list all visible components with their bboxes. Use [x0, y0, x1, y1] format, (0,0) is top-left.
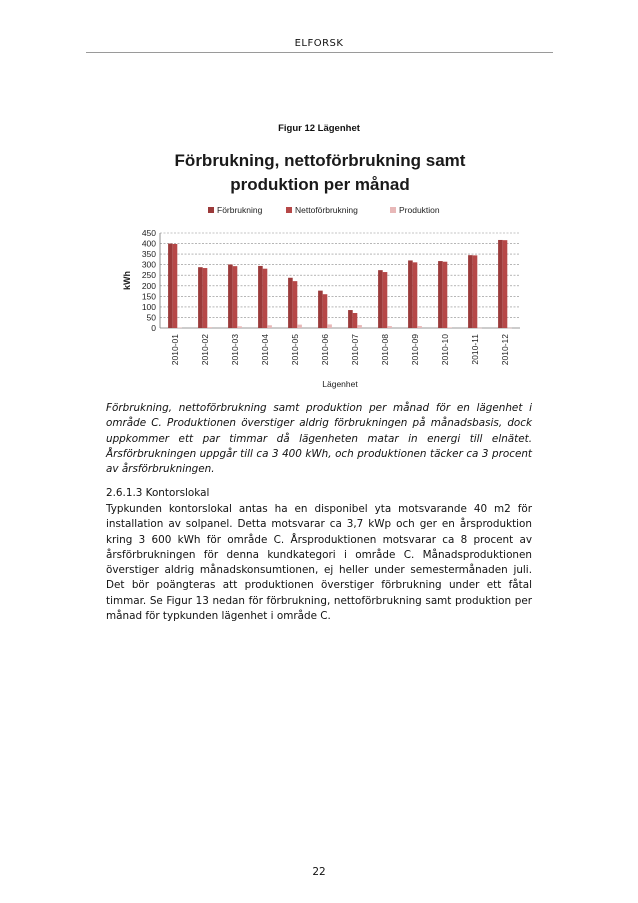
bar	[443, 262, 448, 328]
bar	[468, 255, 473, 328]
x-tick-label: 2010-06	[320, 334, 330, 366]
bar	[357, 325, 362, 328]
x-axis-label: Lägenhet	[322, 379, 358, 389]
bar	[288, 278, 293, 328]
bar	[353, 313, 358, 328]
bar	[447, 327, 452, 328]
section-heading: 2.6.1.3 Kontorslokal	[106, 487, 210, 499]
x-tick-label: 2010-03	[230, 334, 240, 366]
bar	[387, 326, 392, 328]
bar	[168, 244, 173, 328]
bar	[473, 255, 478, 328]
bar	[477, 328, 482, 329]
y-tick-label: 350	[141, 249, 156, 260]
bar	[263, 269, 268, 328]
x-tick-label: 2010-02	[200, 334, 210, 366]
legend-swatch	[390, 207, 396, 213]
bar	[267, 325, 272, 328]
y-tick-label: 100	[141, 301, 156, 312]
legend-swatch	[208, 207, 214, 213]
y-tick-label: 300	[141, 259, 156, 270]
bar	[228, 264, 233, 328]
header-divider	[86, 52, 553, 53]
bar	[323, 294, 328, 328]
page-number: 22	[312, 866, 326, 878]
chart-title	[160, 149, 480, 197]
y-axis-label: kWh	[122, 271, 132, 290]
bar	[507, 328, 512, 329]
bar	[198, 267, 203, 328]
bar	[417, 326, 422, 328]
bar	[203, 268, 208, 328]
section-body: Typkunden kontorslokal antas ha en disponibel yta motsvarande 40 m2 för installation av solpanel. Detta motsvarar ca 3,7 kWp och ger en årsproduktion kring 3 600 kWh för område C. Årsproduktionen motsvarar ca 8 procent av årsförbrukningen för denna kundkategori i område C. Månadsproduktionen överstiger aldrig månadskonsumtionen, ej heller under semestermånaden juli. Det bör poängteras att produktionen överstiger förbrukning under ett fåtal timmar. Se Figur 13 nedan för förbrukning, nettoförbrukning samt produktion per månad för typkunden lägenhet i område C.	[106, 503, 532, 623]
bar	[503, 240, 508, 328]
bar	[327, 324, 332, 328]
bar	[498, 240, 503, 328]
x-tick-label: 2010-12	[500, 334, 510, 366]
legend-label: Förbrukning	[217, 205, 263, 215]
figure-description: Förbrukning, nettoförbrukning samt produktion per månad för en lägenhet i område C. Produktionen överstiger aldrig förbrukningen på månadsbasis, dock uppkommer ett par timmar då lägenheten matar in energi till elnätet. Årsförbrukningen uppgår till ca 3 400 kWh, och produktionen täcker ca 3 procent av årsförbrukningen.	[106, 402, 532, 476]
x-tick-label: 2010-05	[290, 334, 300, 366]
bar	[348, 310, 353, 328]
legend-swatch	[286, 207, 292, 213]
x-tick-label: 2010-04	[260, 334, 270, 366]
y-tick-label: 400	[141, 238, 156, 249]
bar	[258, 266, 263, 328]
chart-title-line1: Förbrukning, nettoförbrukning samt	[174, 151, 466, 170]
bar	[318, 291, 323, 328]
bar	[173, 244, 178, 328]
y-tick-label: 50	[146, 312, 156, 323]
bar	[408, 260, 413, 328]
bar	[237, 326, 242, 328]
page-header: ELFORSK	[294, 38, 344, 49]
x-tick-label: 2010-10	[440, 334, 450, 366]
bar	[293, 281, 298, 328]
y-tick-label: 150	[141, 291, 156, 302]
x-tick-label: 2010-11	[470, 334, 480, 365]
bar	[297, 325, 302, 328]
figure-caption: Figur 12 Lägenhet	[278, 123, 360, 134]
y-tick-label: 0	[151, 323, 156, 333]
bar	[207, 327, 212, 328]
legend-label: Nettoförbrukning	[295, 205, 358, 215]
bar	[413, 262, 418, 328]
y-tick-label: 250	[141, 270, 156, 281]
y-tick-label: 200	[141, 280, 156, 291]
chart-title-line2: produktion per månad	[230, 175, 410, 194]
bar	[383, 272, 388, 328]
bar	[233, 266, 238, 328]
bar	[438, 261, 443, 328]
x-tick-label: 2010-09	[410, 334, 420, 366]
y-tick-label: 450	[141, 228, 156, 238]
x-tick-label: 2010-01	[170, 334, 180, 366]
x-tick-label: 2010-08	[380, 334, 390, 366]
legend-label: Produktion	[399, 205, 440, 215]
bar-chart	[108, 200, 528, 395]
x-tick-label: 2010-07	[350, 334, 360, 366]
bar	[378, 270, 383, 328]
bar	[177, 328, 182, 329]
